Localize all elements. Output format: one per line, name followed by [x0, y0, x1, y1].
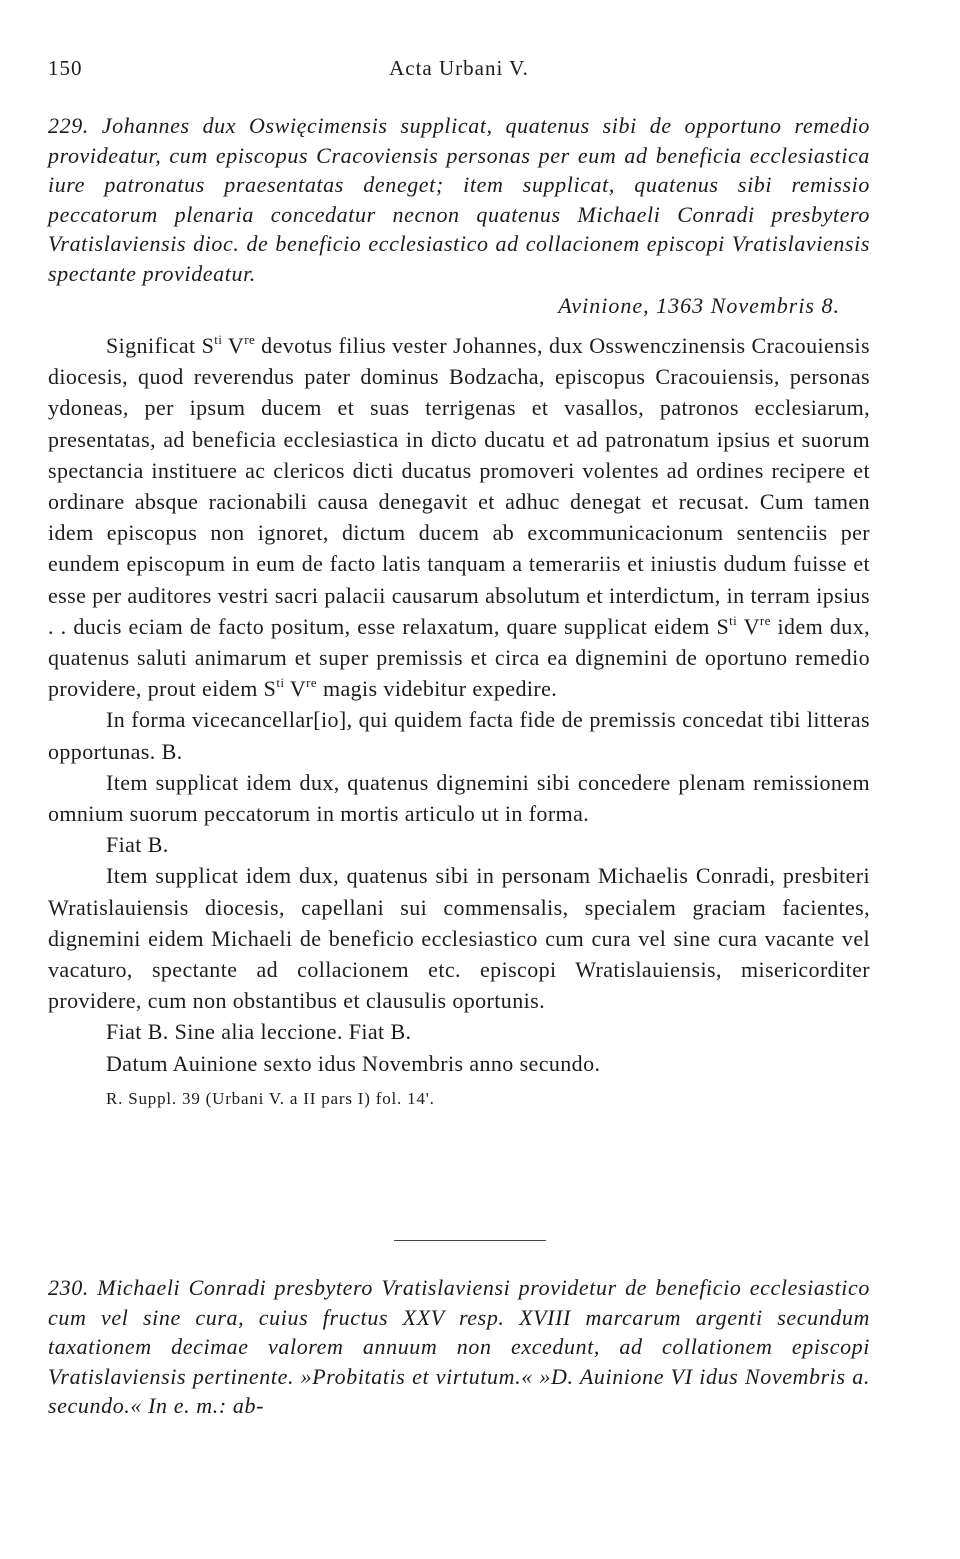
entry-229 — [48, 111, 870, 1113]
petition-paragraph-2: Item supplicat idem dux, quatenus dignemini sibi concedere plenam remissionem omnium suorum peccatorum in mortis articulo ut in forma. — [48, 769, 870, 827]
text-run: devotus filius vester Johannes, dux Osswenczinensis Cracouiensis diocesis, quod reverendus pater dominus Bodzacha, episcopus Cracouiensis, personas ydoneas, per ipsum ducem et suas terrigenas et vasallos, patronos ecclesiarum, presentatas, ad beneficia ecclesiastica in dicto ducatu et ad patronatum ipsius et suorum spectancia instituere ac clericos dicti ducatus promoveri volentes ad ordines recipere et ordinare absque racionabili causa denegavit et adhuc denegat et recusat. Cum tamen idem episcopus non ignoret, dictum ducem ab excommunicacionum sentenciis per eundem episcopum in eum de facto latis tanquam a temerariis et iniustis dudum fuisse et esse per auditores vestri sacri palacii causarum absolutum et interdictum, in terram ipsius . . ducis eciam de facto positum, esse relaxatum, quare supplicat eidem S — [48, 333, 870, 639]
entry-number: 229. — [48, 113, 89, 138]
text-run: V — [737, 613, 760, 639]
summary-text-230: Michaeli Conradi presbytero Vratislaviensi providetur de beneficio ecclesiastico cum vel sine cura, cuius fructus XXV resp. XVIII marcarum argenti secundum taxationem decimae valorem annuum non excedunt, ad collationem episcopi Vratislaviensis pertinente. »Probitatis et virtutum.« »D. Auinione VI idus Novembris a. secundo.« In e. m.: ab- — [48, 1275, 870, 1418]
entry-summary-230 — [48, 1273, 870, 1421]
superscript: ti — [276, 675, 285, 691]
grant-paragraph: In forma vicecancellar[io], qui quidem facta fide de premissis concedat tibi litteras opportunas. B. — [48, 707, 870, 764]
entry-230 — [48, 1273, 870, 1421]
petition-paragraph — [48, 330, 870, 704]
fiat-line-2: Fiat B. Sine alia leccione. Fiat B. — [106, 1019, 412, 1045]
text-run: idem dux, quatenus saluti animarum et super premissis et circa ea dignemini de oportuno remedio providere, prout eidem S — [48, 613, 871, 702]
text-run: V — [222, 333, 245, 358]
superscript: re — [244, 332, 256, 347]
entry-number-230: 230. — [48, 1275, 89, 1300]
running-header — [48, 52, 870, 86]
section-divider — [394, 1240, 546, 1241]
text-run: magis videbitur expedire. — [317, 676, 558, 702]
summary-text: Johannes dux Oswięcimensis supplicat, quatenus sibi de opportuno remedio provideatur, cum episcopus Cracoviensis personas per eum ad beneficia ecclesiastica iure patronatus praesentatas deneget; item supplicat, quatenus sibi remissio peccatorum plenaria concedatur necnon quatenus Michaeli Conradi presbytero Vratislaviensis dioc. de beneficio ecclesiastico ad collacionem episcopi Vratislaviensis spectante provideatur. — [48, 113, 870, 286]
petition-paragraph-3: Item supplicat idem dux, quatenus sibi in personam Michaelis Conradi, presbiteri Wratislauiensis diocesis, capellani sui commensalis, specialem graciam facientes, dignemini eidem Michaeli de beneficio ecclesiastico cum cura vel sine cura vacante vel vacaturo, spectante ad collacionem etc. episcopi Wratislauiensis, misericorditer providere, cum non obstantibus et clausulis oportunis. — [48, 863, 870, 1014]
superscript: ti — [214, 332, 223, 347]
page-number: 150 — [48, 56, 83, 80]
text-run: V — [284, 676, 307, 702]
dating-clause: Datum Auinione sexto idus Novembris anno secundo. — [106, 1050, 601, 1076]
place-date: Avinione, 1363 Novembris 8. — [558, 293, 840, 318]
entry-summary — [48, 111, 870, 288]
fiat-line: Fiat B. — [106, 832, 169, 858]
text-run: Significat S — [106, 333, 215, 358]
running-title: Acta Urbani V. — [389, 56, 529, 80]
superscript: re — [306, 675, 318, 691]
source-reference: R. Suppl. 39 (Urbani V. a II pars I) fol. 14'. — [106, 1088, 435, 1108]
superscript: ti — [729, 612, 738, 628]
superscript: re — [759, 612, 771, 628]
